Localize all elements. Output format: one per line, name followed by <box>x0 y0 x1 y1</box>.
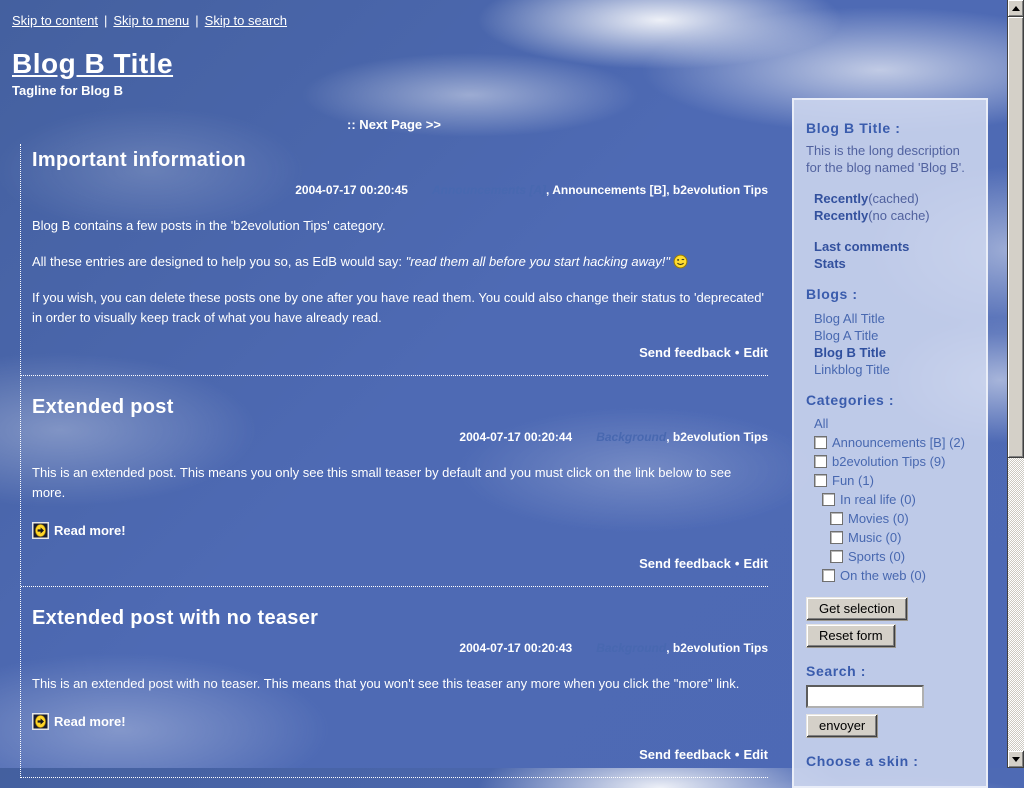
category-filter-list <box>814 414 974 585</box>
post-footer <box>32 345 768 360</box>
post-meta <box>32 428 768 447</box>
search-submit-button[interactable]: envoyer <box>806 714 878 738</box>
category-row <box>830 509 974 528</box>
triangle-down-icon <box>1012 757 1020 762</box>
category-checkbox[interactable] <box>814 455 827 468</box>
post-title: Extended post with no teaser <box>32 607 319 629</box>
sidebar-search-header: Search : <box>806 663 867 679</box>
post-footer <box>32 747 768 762</box>
sidebar-item-blog-all[interactable]: Blog All Title <box>814 311 885 326</box>
category-link[interactable]: Background <box>596 430 667 444</box>
category-checkbox[interactable] <box>822 493 835 506</box>
category-label[interactable]: Announcements [B] (2) <box>832 435 965 450</box>
main-content <box>20 108 768 778</box>
category-link[interactable]: Announcements [A] <box>431 183 546 197</box>
post-footer <box>32 556 768 571</box>
post-important-information <box>21 144 768 376</box>
post-paragraph: Blog B contains a few posts in the 'b2evolution Tips' category. <box>32 218 386 233</box>
read-more-link[interactable]: Read more! <box>32 714 126 729</box>
get-selection-button[interactable]: Get selection <box>806 597 908 621</box>
category-label[interactable]: On the web (0) <box>840 568 926 583</box>
wink-smiley-icon <box>673 254 688 269</box>
sidebar-misc-links <box>814 238 974 272</box>
category-checkbox[interactable] <box>830 531 843 544</box>
category-checkbox[interactable] <box>822 569 835 582</box>
category-row <box>814 452 974 471</box>
edit-link[interactable]: Edit <box>743 556 768 571</box>
send-feedback-link[interactable]: Send feedback <box>639 345 731 360</box>
read-more-row <box>32 522 768 539</box>
sidebar-recently-links <box>814 190 974 224</box>
recently-nocache-link[interactable]: Recently(no cache) <box>814 208 930 223</box>
category-link[interactable]: Background <box>596 641 667 655</box>
scroll-up-button[interactable] <box>1008 0 1024 17</box>
yellow-circle-right-arrow-icon <box>32 522 49 539</box>
skip-to-content-link[interactable]: Skip to content <box>12 13 98 28</box>
blog-title <box>12 48 1024 80</box>
edit-link[interactable]: Edit <box>743 747 768 762</box>
separator: • <box>734 556 740 571</box>
read-more-link[interactable]: Read more! <box>32 523 126 538</box>
category-label[interactable]: Sports (0) <box>848 549 906 564</box>
sidebar-item-blog-a[interactable]: Blog A Title <box>814 328 879 343</box>
category-list[interactable]: , b2evolution Tips <box>666 641 768 655</box>
recently-cached-link[interactable]: Recently(cached) <box>814 191 919 206</box>
post-paragraph: All these entries are designed to help you so, as EdB would say: "read them all before you start hacking away!" <box>32 252 768 272</box>
sidebar-skin-header: Choose a skin : <box>806 753 919 769</box>
stats-link[interactable]: Stats <box>814 256 846 271</box>
separator: | <box>195 13 199 28</box>
blog-title-link[interactable]: Blog B Title <box>12 48 174 79</box>
yellow-circle-right-arrow-icon <box>32 713 49 730</box>
vertical-scrollbar[interactable] <box>1007 0 1024 768</box>
skip-links-bar <box>0 0 1024 28</box>
category-row <box>822 490 974 509</box>
reset-form-button[interactable]: Reset form <box>806 624 896 648</box>
sidebar-blogs-header: Blogs : <box>806 286 858 302</box>
post-title: Extended post <box>32 396 174 418</box>
category-label[interactable]: Music (0) <box>848 530 902 545</box>
category-label[interactable]: b2evolution Tips (9) <box>832 454 946 469</box>
category-list[interactable]: , Announcements [B], b2evolution Tips <box>545 183 768 197</box>
post-extended-post <box>21 376 768 587</box>
post-list <box>20 144 768 778</box>
last-comments-link[interactable]: Last comments <box>814 239 910 254</box>
search-input[interactable] <box>806 685 924 708</box>
category-row <box>830 528 974 547</box>
scroll-down-button[interactable] <box>1008 751 1024 768</box>
blog-tagline: Tagline for Blog B <box>12 83 123 98</box>
category-checkbox[interactable] <box>830 550 843 563</box>
post-meta <box>32 639 768 658</box>
post-paragraph: This is an extended post. This means you only see this small teaser by default and you must click on the link below to see more. <box>32 465 732 500</box>
separator: • <box>734 345 740 360</box>
category-row <box>814 433 974 452</box>
sidebar-blog-title: Blog B Title : <box>806 120 901 136</box>
scrollbar-thumb[interactable] <box>1008 17 1024 458</box>
send-feedback-link[interactable]: Send feedback <box>639 747 731 762</box>
triangle-up-icon <box>1012 6 1020 11</box>
skip-to-search-link[interactable]: Skip to search <box>204 13 288 28</box>
read-more-row <box>32 713 768 730</box>
separator: • <box>734 747 740 762</box>
post-paragraph: This is an extended post with no teaser. This means that you won't see this teaser any more when you click the "more" link. <box>32 676 740 691</box>
pagination <box>20 108 768 144</box>
separator: | <box>104 13 108 28</box>
skip-to-menu-link[interactable]: Skip to menu <box>113 13 190 28</box>
post-meta <box>32 181 768 200</box>
next-page-link[interactable]: :: Next Page >> <box>347 117 441 132</box>
post-paragraph: If you wish, you can delete these posts one by one after you have read them. You could also change their status to 'deprecated' in order to visually keep track of what you have already read. <box>32 290 764 325</box>
sidebar-item-linkblog[interactable]: Linkblog Title <box>814 362 890 377</box>
sidebar-item-blog-b[interactable]: Blog B Title <box>814 345 886 360</box>
category-label[interactable]: Movies (0) <box>848 511 909 526</box>
category-row <box>822 566 974 585</box>
post-title: Important information <box>32 149 247 171</box>
category-checkbox[interactable] <box>814 474 827 487</box>
category-all-link[interactable]: All <box>814 416 829 431</box>
post-extended-no-teaser <box>21 587 768 778</box>
post-date: 2004-07-17 00:20:43 <box>459 641 573 655</box>
category-list[interactable]: , b2evolution Tips <box>666 430 768 444</box>
post-date: 2004-07-17 00:20:44 <box>459 430 573 444</box>
sidebar <box>792 98 988 788</box>
category-label[interactable]: In real life (0) <box>840 492 916 507</box>
category-label[interactable]: Fun (1) <box>832 473 874 488</box>
edit-link[interactable]: Edit <box>743 345 768 360</box>
send-feedback-link[interactable]: Send feedback <box>639 556 731 571</box>
sidebar-blog-description: This is the long description for the blog named 'Blog B'. <box>806 143 965 175</box>
category-row <box>814 471 974 490</box>
category-checkbox[interactable] <box>830 512 843 525</box>
sidebar-categories-header: Categories : <box>806 392 895 408</box>
category-checkbox[interactable] <box>814 436 827 449</box>
sidebar-blogs-list <box>814 310 974 378</box>
post-date: 2004-07-17 00:20:45 <box>295 183 408 197</box>
category-row <box>830 547 974 566</box>
